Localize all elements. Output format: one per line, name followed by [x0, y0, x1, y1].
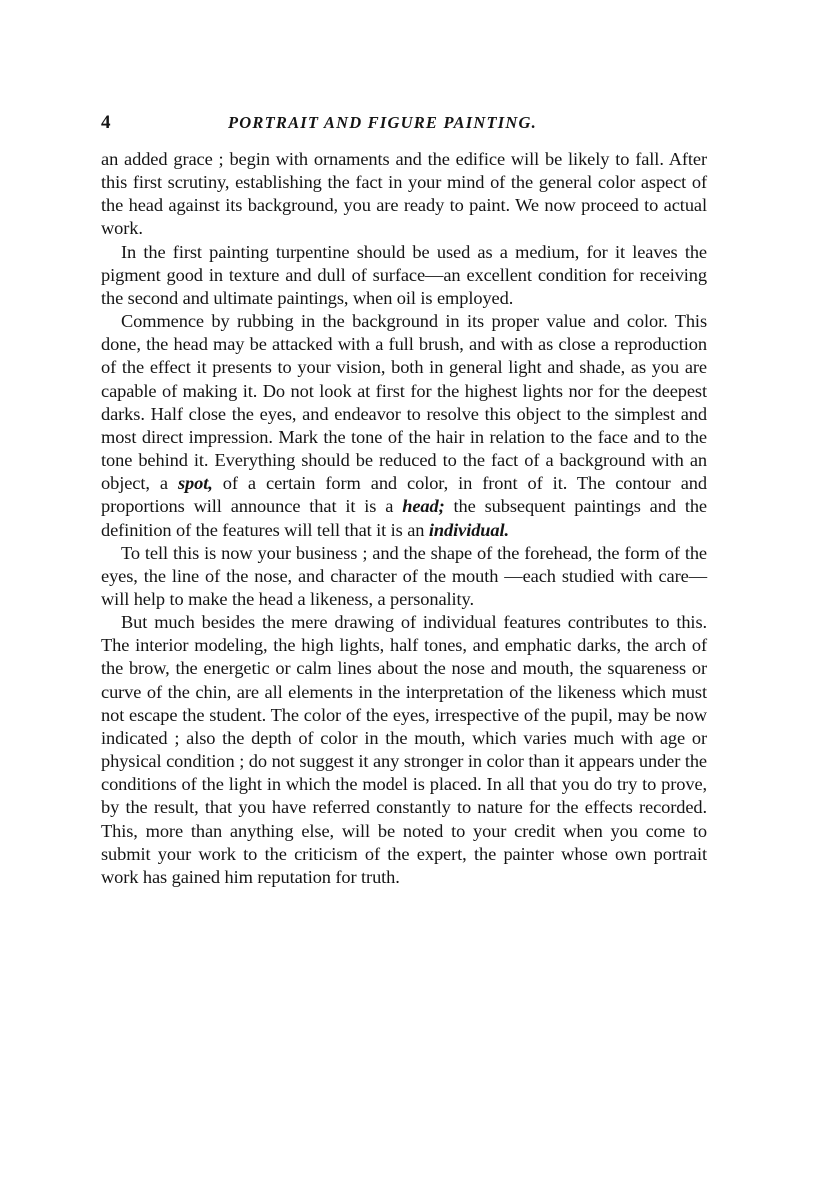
paragraph-5: But much besides the mere drawing of individual features contributes to this. The interior modeling, the high lights, half tones, and emphatic darks, the arch of the brow, the energetic or calm lines about the nose and mouth, the squareness or curve of the chin, are all elements in the interpretation of the likeness which must not escape the student. The color of the eyes, irrespective of the pupil, may be now indicated ; also the depth of color in the mouth, which varies much with age or physical condition ; do not suggest it any stronger in color than it appears under the conditions of the light in which the model is placed. In all that you do try to prove, by the result, that you have referred constantly to nature for the effects recorded. This, more than anything else, will be noted to your credit when you come to submit your work to the criticism of the expert, the painter whose own portrait work has gained him reputation for truth.: [101, 612, 707, 887]
body-text: [101, 148, 707, 889]
paragraph-3: [101, 310, 707, 542]
running-head: [101, 111, 707, 135]
emphasis-individual: individual.: [428, 519, 510, 540]
book-title: PORTRAIT AND FIGURE PAINTING.: [228, 113, 537, 132]
paragraph-3-text-c: the subsequent paintings and the definition of the features will tell that it is an: [101, 496, 707, 540]
paragraph-3-text-a: Commence by rubbing in the background in its proper value and color. This done, the head may be attacked with a full brush, and with as close a reproduction of the effect it presents to your vision, both in general light and shade, as you are capable of making it. Do not look at first for the highest lights nor for the deepest darks. Half close the eyes, and endeavor to resolve this object to the simplest and most direct impression. Mark the tone of the hair in relation to the face and to the tone behind it. Everything should be reduced to the fact of a background with an object, a: [101, 311, 707, 494]
paragraph-4: To tell this is now your business ; and the shape of the forehead, the form of the eyes, the line of the nose, and character of the mouth —each studied with care—will help to make the head a likeness, a personality.: [101, 542, 707, 609]
emphasis-spot: spot,: [177, 473, 213, 494]
paragraph-1: an added grace ; begin with ornaments and the edifice will be likely to fall. After this first scrutiny, establishing the fact in your mind of the general color aspect of the head against its background, you are ready to paint. We now proceed to actual work.: [101, 149, 707, 239]
paragraph-2: In the first painting turpentine should be used as a medium, for it leaves the pigment good in texture and dull of surface—an excellent condition for receiving the second and ultimate paintings, when oil is employed.: [101, 241, 707, 308]
page-number: 4: [101, 112, 111, 133]
paragraph-3-text-b: of a certain form and color, in front of it. The contour and proportions will announce that it is a: [101, 473, 707, 517]
emphasis-head: head;: [402, 496, 445, 517]
